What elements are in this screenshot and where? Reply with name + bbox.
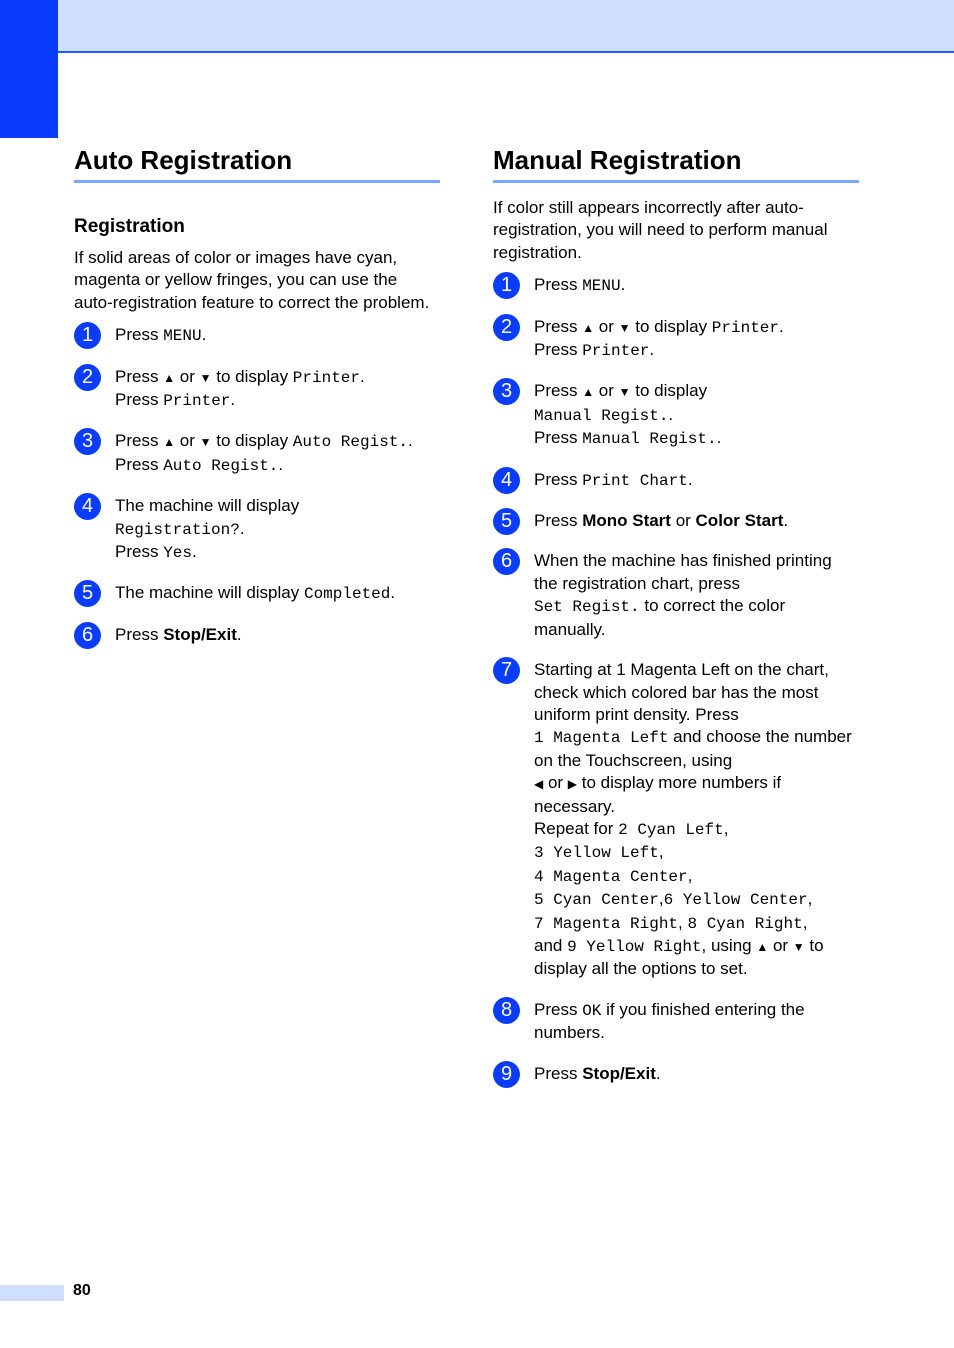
step-text: Press [534, 316, 583, 336]
step-number: 6 [74, 622, 101, 649]
step-text: Repeat for [534, 818, 619, 838]
display-option: Manual Regist. [534, 406, 669, 425]
mono-start-key: Mono Start [582, 511, 671, 531]
step-text: . [668, 404, 674, 424]
step-1 [74, 324, 440, 347]
step-text: . [620, 275, 626, 295]
manual-registration-steps [493, 274, 859, 1085]
step-2 [493, 316, 859, 363]
step-number: 9 [493, 1061, 520, 1088]
menu-key: MENU [163, 327, 202, 346]
menu-key: MENU [582, 277, 621, 296]
up-arrow-icon: ▲ [582, 320, 595, 335]
down-arrow-icon: ▼ [199, 435, 212, 450]
color-start-key: Color Start [695, 511, 784, 531]
display-option: 6 Yellow Center [663, 891, 808, 910]
step-text: . [278, 454, 284, 474]
step-text: Press [115, 542, 164, 562]
up-arrow-icon: ▲ [163, 370, 176, 385]
step-text: . [390, 583, 396, 603]
step-text: Press [534, 1063, 583, 1083]
display-option: 2 Cyan Left [618, 820, 724, 839]
manual-registration-section [493, 140, 859, 1103]
step-text: . [687, 469, 693, 489]
chapter-tab [0, 0, 58, 138]
step-5 [74, 582, 440, 605]
step-text: Press [115, 624, 164, 644]
step-text: Press [534, 999, 583, 1019]
step-text: to display [211, 431, 293, 451]
step-text: . [201, 325, 207, 345]
step-5 [493, 510, 859, 532]
step-text: . [192, 542, 197, 562]
step-text: Press [534, 469, 583, 489]
step-text: Press [115, 454, 164, 474]
step-number: 5 [493, 508, 520, 535]
step-4 [493, 469, 859, 492]
step-4 [74, 495, 440, 564]
display-option: 1 Magenta Left [534, 729, 669, 748]
display-option: Printer [292, 368, 361, 387]
step-9 [493, 1063, 859, 1085]
step-text: Press [115, 431, 164, 451]
up-arrow-icon: ▲ [582, 385, 595, 400]
right-arrow-icon: ▶ [567, 777, 578, 792]
left-arrow-icon: ◀ [534, 777, 544, 792]
display-option: Set Regist. [534, 598, 640, 617]
step-number: 4 [74, 493, 101, 520]
step-number: 6 [493, 548, 520, 575]
step-text: The machine will display [115, 496, 300, 516]
step-1 [493, 274, 859, 297]
display-option: Auto Regist. [292, 433, 409, 452]
step-text: to display [630, 381, 708, 401]
step-text: Press [534, 275, 583, 295]
stop-exit-key: Stop/Exit [163, 624, 237, 644]
auto-registration-intro: If solid areas of color or images have cyan, magenta or yellow fringes, you can use the auto-registration feature to correct the problem. [74, 248, 430, 312]
registration-subheading: Registration [74, 216, 185, 237]
step-text: or [543, 773, 568, 793]
display-option: Yes [163, 544, 192, 563]
step-text: . [236, 624, 242, 644]
step-text: . [230, 390, 236, 410]
step-text: , [658, 889, 664, 909]
display-message: Completed [303, 585, 391, 604]
up-arrow-icon: ▲ [756, 939, 769, 954]
step-8 [493, 999, 859, 1045]
step-text: . [779, 316, 784, 336]
step-text: or [768, 935, 793, 955]
step-text: . [360, 366, 365, 386]
display-option: Printer [163, 392, 231, 411]
step-number: 7 [493, 657, 520, 684]
step-number: 2 [74, 364, 101, 391]
display-option: Manual Regist. [582, 430, 717, 449]
step-3 [493, 380, 859, 450]
step-text: to display more numbers if necessary. [534, 773, 782, 816]
step-text: to display all the options to set. [534, 935, 824, 979]
display-option: 9 Yellow Right [567, 937, 702, 956]
step-text: , [687, 865, 693, 885]
step-number: 3 [493, 378, 520, 405]
footer-band [0, 1285, 64, 1301]
step-text: or [594, 381, 619, 401]
step-2 [74, 366, 440, 413]
display-option: 5 Cyan Center [534, 891, 659, 910]
step-text: Press [115, 366, 164, 386]
display-option: Printer [711, 318, 780, 337]
display-option: Printer [582, 342, 650, 361]
auto-registration-heading: Auto Registration [74, 140, 440, 183]
step-6 [493, 550, 859, 641]
step-number: 4 [493, 467, 520, 494]
step-text: Press [534, 381, 583, 401]
step-text: . [649, 340, 655, 360]
down-arrow-icon: ▼ [199, 370, 212, 385]
step-text: When the machine has finished printing the registration chart, press [534, 551, 832, 593]
step-text: to correct the color manually. [534, 596, 786, 639]
display-option: 3 Yellow Left [534, 844, 659, 863]
step-text: or [670, 511, 696, 531]
up-arrow-icon: ▲ [163, 435, 176, 450]
manual-registration-intro: If color still appears incorrectly after auto-registration, you will need to perform manual registration. [493, 198, 828, 262]
step-number: 3 [74, 428, 101, 455]
display-option: 7 Magenta Right [534, 914, 679, 933]
auto-registration-steps [74, 324, 440, 646]
step-text: Press [534, 340, 583, 360]
step-text: Press [115, 390, 164, 410]
auto-registration-section [74, 140, 440, 664]
step-text: . [716, 428, 722, 448]
display-option: Print Chart [582, 471, 688, 490]
display-option: Auto Regist. [163, 456, 279, 475]
step-text: Press [534, 428, 583, 448]
display-option: 8 Cyan Right [687, 914, 803, 933]
step-text: . [783, 511, 789, 531]
stop-exit-key: Stop/Exit [582, 1063, 656, 1083]
display-option: 4 Magenta Center [534, 867, 688, 886]
display-message: Registration? [115, 520, 240, 539]
step-text: to display [630, 316, 712, 336]
step-number: 2 [493, 314, 520, 341]
step-number: 8 [493, 997, 520, 1024]
step-text: . [408, 431, 413, 451]
step-text: or [175, 431, 200, 451]
step-text: , [802, 912, 808, 932]
ok-key: OK [582, 1001, 602, 1020]
step-text: Press [115, 325, 164, 345]
step-text: or [175, 366, 200, 386]
step-number: 1 [74, 322, 101, 349]
down-arrow-icon: ▼ [792, 939, 805, 954]
step-text: , [658, 842, 664, 862]
step-text: , [678, 912, 683, 932]
step-text: , using [701, 935, 757, 955]
step-text: , [807, 889, 813, 909]
step-text: and choose the number on the Touchscreen, using [534, 727, 852, 770]
step-text: if you finished entering the numbers. [534, 999, 805, 1043]
step-text: , [723, 818, 729, 838]
down-arrow-icon: ▼ [618, 385, 631, 400]
step-text: The machine will display [115, 583, 304, 603]
step-text: . [655, 1063, 661, 1083]
step-number: 1 [493, 272, 520, 299]
manual-registration-heading: Manual Registration [493, 140, 859, 183]
step-number: 5 [74, 580, 101, 607]
step-text: Starting at 1 Magenta Left on the chart, check which colored bar has the most uniform print density. Press [534, 660, 829, 724]
down-arrow-icon: ▼ [618, 320, 631, 335]
step-6 [74, 624, 440, 646]
step-text: . [239, 518, 245, 538]
step-7 [493, 659, 859, 981]
header-band [0, 0, 954, 53]
step-text: to display [211, 366, 293, 386]
step-3 [74, 430, 440, 477]
step-text: Press [534, 511, 583, 531]
page-number: 80 [73, 1282, 91, 1299]
step-text: and [534, 935, 568, 955]
step-text: or [594, 316, 619, 336]
